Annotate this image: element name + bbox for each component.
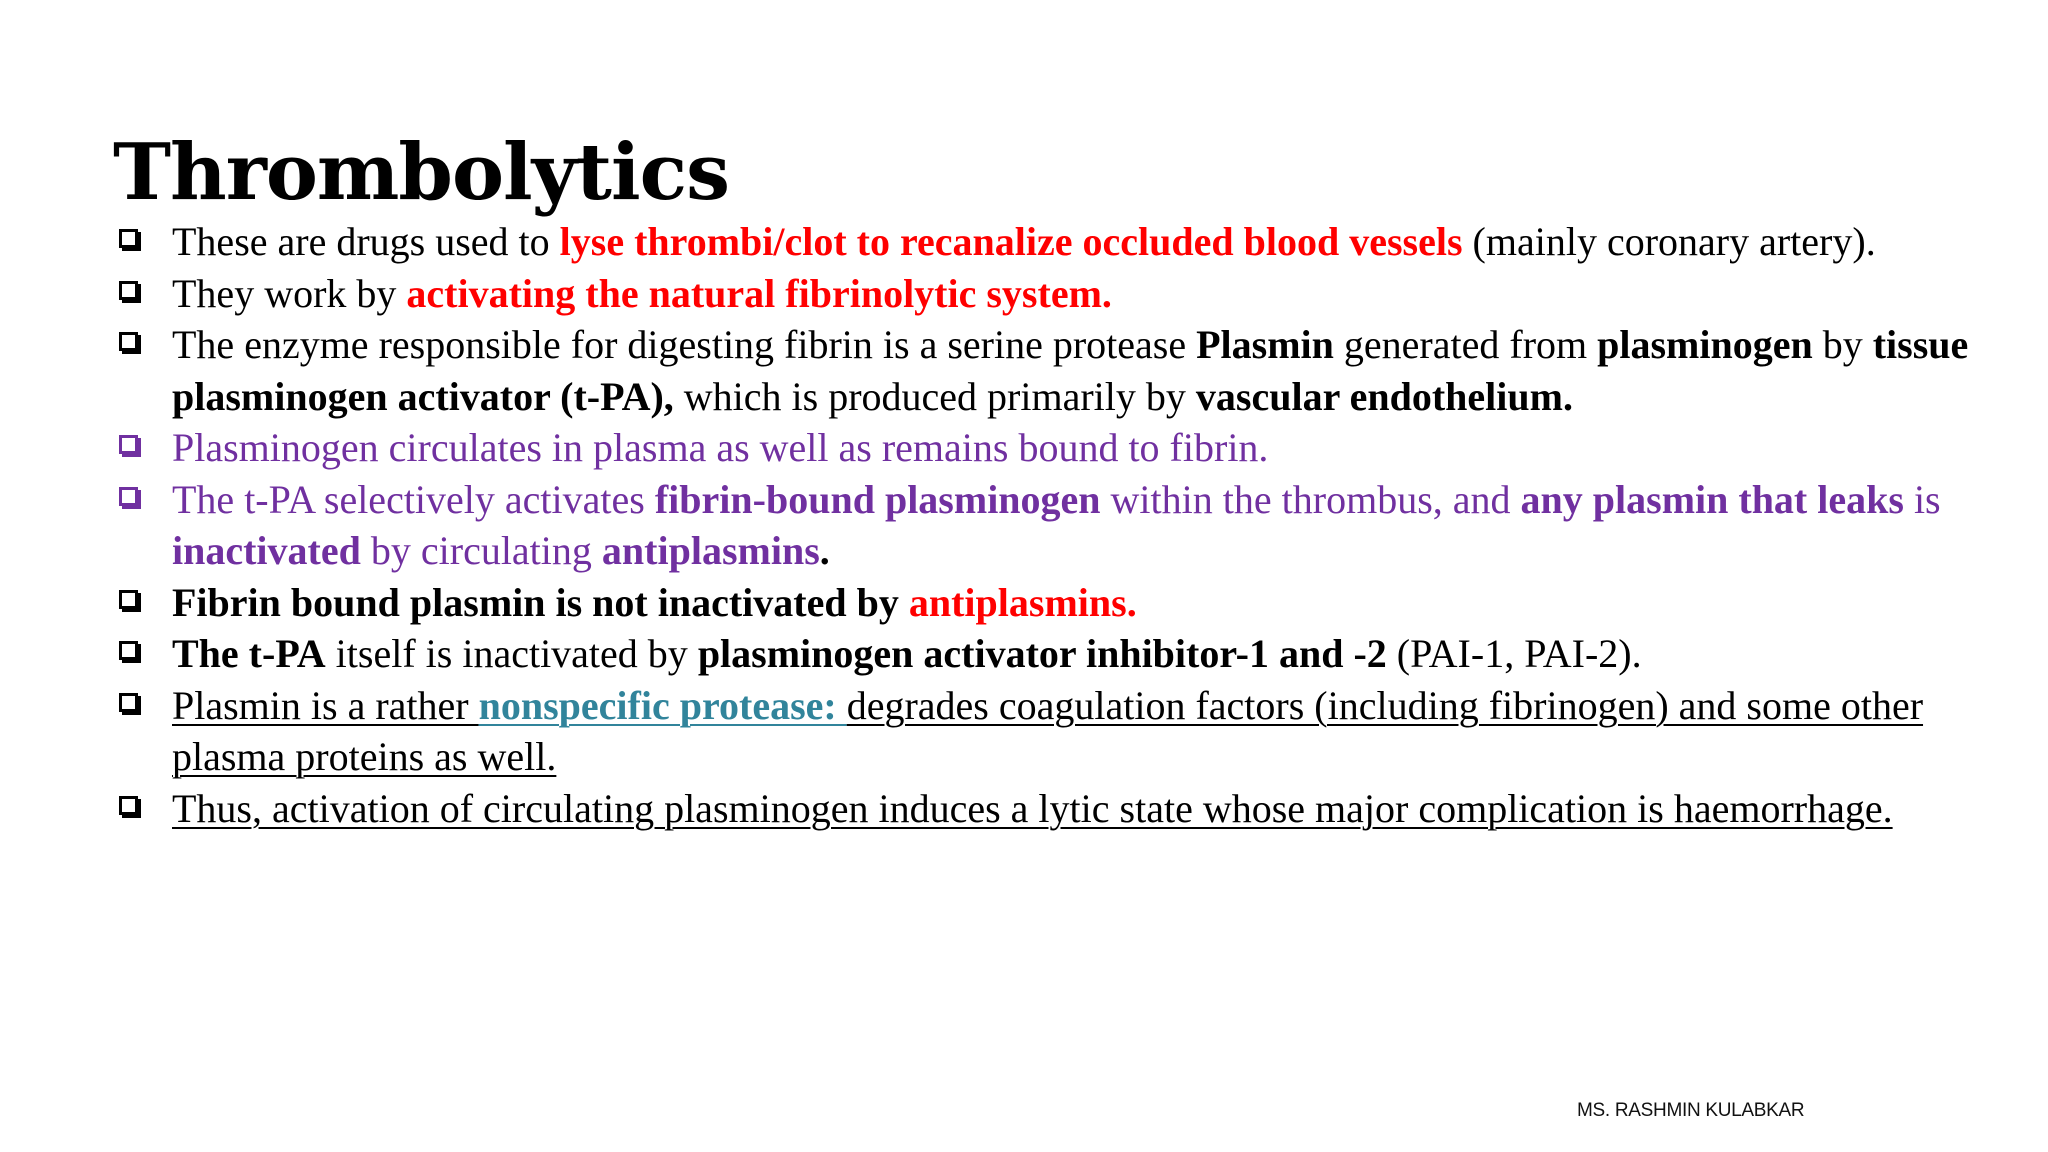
bold-text: fibrin-bound plasminogen [654,476,1101,522]
bold-text: tissue plasminogen activator (t-PA), [172,322,1969,419]
bullet-text: generated from [1333,322,1598,367]
bullet-item-2 [113,268,1993,320]
bold-text: plasminogen [1597,322,1813,367]
underlined-text: degrades coagulation factors (including fibrinogen) and some other plasma proteins as well. [172,682,1924,779]
bullet-item-8 [113,680,1993,783]
bullet-text: (mainly coronary artery). [1462,219,1876,264]
bullet-text: itself is inactivated by [325,631,698,676]
bullet-text: These are drugs used to [172,219,560,264]
bold-text: . [819,528,830,573]
checkbox-bullet-icon [119,693,138,712]
bullet-text: by [1812,322,1873,367]
bold-text: inactivated [172,528,361,573]
slide-title: Thrombolytics [113,127,729,218]
bullet-text: is [1903,476,1941,522]
checkbox-bullet-icon [119,796,138,815]
bold-text: vascular endothelium. [1195,373,1573,419]
bold-text: Fibrin bound plasmin is not inactivated by [172,579,909,625]
bold-text: Plasmin [1196,322,1334,367]
bullet-text: which is produced primarily by [673,373,1196,419]
checkbox-bullet-icon [119,435,138,454]
highlight-text: nonspecific protease: [478,682,847,728]
bullet-item-6 [113,577,1993,629]
bullet-text: Plasminogen circulates in plasma as well as remains bound to fibrin. [172,425,1269,470]
checkbox-bullet-icon [119,487,138,506]
bold-text: antiplasmins [601,528,820,573]
bullet-item-1 [113,216,1993,268]
bullet-item-7 [113,628,1993,680]
bullet-text: The enzyme responsible for digesting fibrin is a serine protease [172,322,1197,367]
checkbox-bullet-icon [119,590,138,609]
highlight-text: antiplasmins. [908,579,1137,625]
bullet-item-4 [113,422,1993,474]
bullet-item-3 [113,319,1993,422]
author-footer: MS. RASHMIN KULABKAR [1577,1100,1805,1121]
checkbox-bullet-icon [119,229,138,248]
underlined-text: Plasmin is a rather [172,682,479,728]
bullet-item-9 [113,783,1993,835]
bullet-item-5 [113,474,1993,577]
underlined-text: Thus, activation of circulating plasminogen induces a lytic state whose major complication is haemorrhage. [172,785,1893,831]
checkbox-bullet-icon [119,641,138,660]
bullet-text: (PAI-1, PAI-2). [1386,631,1642,676]
bullet-text: within the thrombus, and [1100,476,1521,522]
checkbox-bullet-icon [119,281,138,300]
bullet-text: by circulating [360,528,602,573]
bold-text: The t-PA [172,631,326,676]
checkbox-bullet-icon [119,332,138,351]
highlight-text: lyse thrombi/clot to recanalize occluded blood vessels [559,219,1463,264]
bold-text: any plasmin that leaks [1520,476,1904,522]
bullet-list [113,216,1993,834]
highlight-text: activating the natural fibrinolytic system. [406,270,1112,316]
bullet-text: They work by [172,270,407,316]
bold-text: plasminogen activator inhibitor-1 and -2 [697,631,1387,676]
bullet-text: The t-PA selectively activates [172,476,655,522]
